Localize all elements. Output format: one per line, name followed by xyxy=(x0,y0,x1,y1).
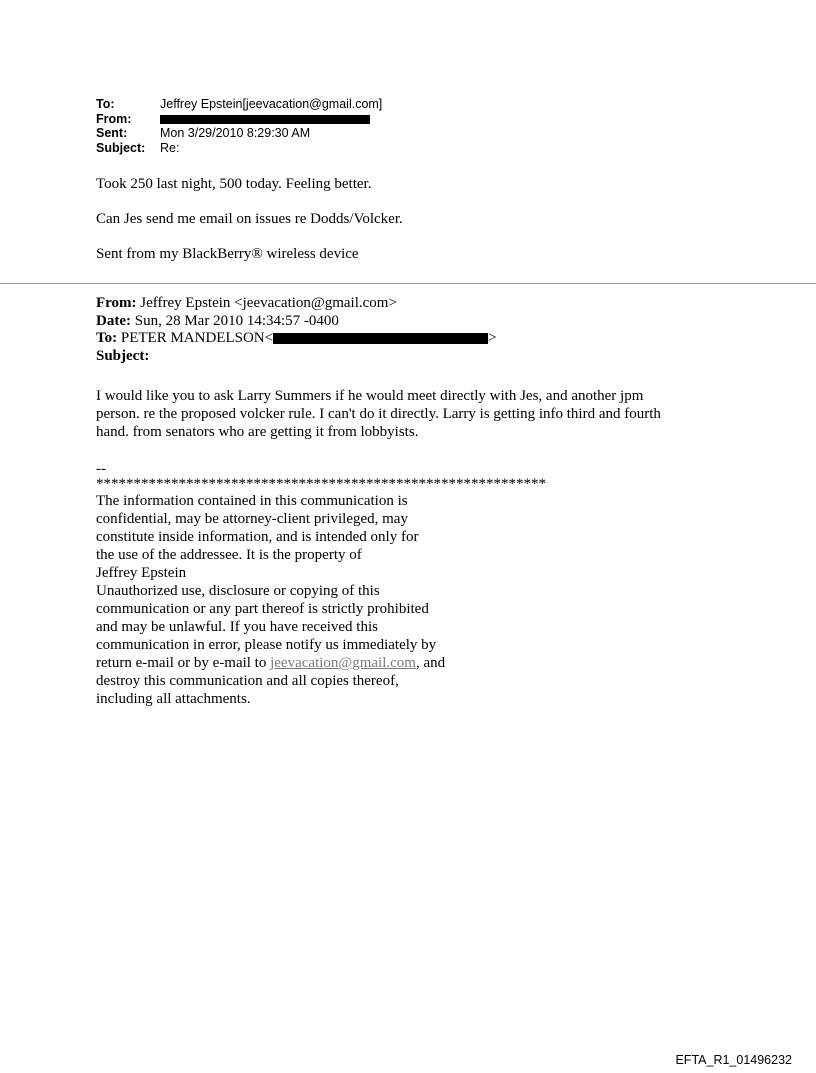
subject-label: Subject: xyxy=(96,140,146,155)
reply-line-2: Can Jes send me email on issues re Dodds/Volcker. xyxy=(96,211,403,227)
disclaimer-line: Jeffrey Epstein xyxy=(96,565,187,581)
disclaimer-line: communication in error, please notify us immediately by xyxy=(96,637,437,653)
forwarded-header xyxy=(96,295,497,365)
subject-value: Re: xyxy=(160,140,180,155)
fwd-to-value: PETER MANDELSON< xyxy=(120,330,274,346)
disclaimer-line: constitute inside information, and is intended only for xyxy=(96,529,419,545)
signature-block xyxy=(96,460,546,708)
message-line-1: I would like you to ask Larry Summers if he would meet directly with Jes, and another jpm xyxy=(96,388,644,404)
reply-line-3: Sent from my BlackBerry® wireless device xyxy=(96,246,359,262)
disclaimer-line: and may be unlawful. If you have received this xyxy=(96,619,378,635)
redaction-bar xyxy=(160,115,370,124)
email-header xyxy=(96,97,382,155)
disclaimer-line: Unauthorized use, disclosure or copying of this xyxy=(96,583,380,599)
reply-line-1: Took 250 last night, 500 today. Feeling better. xyxy=(96,176,372,192)
disclaimer-line: the use of the addressee. It is the property of xyxy=(96,547,362,563)
header-from-row xyxy=(96,112,382,127)
message-body xyxy=(96,387,736,441)
disclaimer-line: communication or any part thereof is strictly prohibited xyxy=(96,601,429,617)
email-link[interactable]: jeevacation@gmail.com xyxy=(270,655,416,671)
disclaimer-line: confidential, may be attorney-client privileged, may xyxy=(96,511,408,527)
from-value-redacted xyxy=(160,112,370,127)
fwd-to-row xyxy=(96,330,497,348)
header-to-row xyxy=(96,97,382,112)
fwd-to-tail: > xyxy=(488,330,497,346)
redaction-bar xyxy=(273,333,488,344)
disclaimer-line: The information contained in this communication is xyxy=(96,493,408,509)
fwd-from-label: From: xyxy=(96,295,137,311)
fwd-from-row xyxy=(96,295,497,313)
fwd-date-label: Date: xyxy=(96,312,131,329)
fwd-date-value: Sun, 28 Mar 2010 14:34:57 -0400 xyxy=(134,312,339,329)
fwd-subject-label: Subject: xyxy=(96,347,150,364)
header-subject-row xyxy=(96,141,382,156)
fwd-date-row xyxy=(96,313,497,331)
to-label: To: xyxy=(96,97,115,111)
header-sent-row xyxy=(96,126,382,141)
sent-label: Sent: xyxy=(96,126,128,140)
fwd-subject-row xyxy=(96,348,497,366)
to-value: Jeffrey Epstein[jeevacation@gmail.com] xyxy=(160,97,383,111)
from-label: From: xyxy=(96,111,132,126)
signature-dashes: -- xyxy=(96,461,106,477)
disclaimer-line: destroy this communication and all copies thereof, xyxy=(96,673,399,689)
fwd-from-value: Jeffrey Epstein <jeevacation@gmail.com> xyxy=(140,295,397,311)
document-id: EFTA_R1_01496232 xyxy=(675,1053,792,1067)
fwd-to-label: To: xyxy=(96,330,118,346)
message-line-2: person. re the proposed volcker rule. I can't do it directly. Larry is getting info third and fourth xyxy=(96,406,661,422)
disclaimer-return-line: return e-mail or by e-mail to jeevacation@gmail.com, and xyxy=(96,655,446,671)
sent-value: Mon 3/29/2010 8:29:30 AM xyxy=(160,126,311,140)
disclaimer-line: including all attachments. xyxy=(96,691,251,707)
message-line-3: hand. from senators who are getting it from lobbyists. xyxy=(96,424,419,440)
divider xyxy=(0,283,816,284)
signature-stars: ************************************************************ xyxy=(96,476,546,492)
